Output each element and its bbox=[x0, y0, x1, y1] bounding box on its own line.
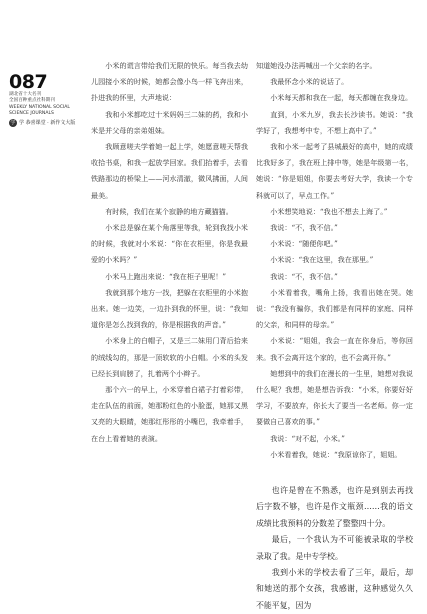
paragraph: 我和小米一起考了县城最好的高中，她的成绩比我好多了，我在班上排中等，她是年级第一名，她说：“你是姐姐，你要去考好大学，我读一个专科就可以了，早点工作。” bbox=[256, 142, 413, 200]
paragraph: 最后，一个我认为不可能被录取的学校录取了我。是中专学校。 bbox=[256, 535, 413, 561]
magazine-brand-text: 学 恭喜课堂 · 新作文大版 bbox=[19, 120, 76, 127]
paragraph: 她想到中的我们在漫长的一生里，她想对我说什么呢？我想，她是想告诉我：“小米，你要好好学习，不要放弃，你长大了要当一名老师。你一定要做自己喜欢的事。” bbox=[256, 368, 413, 427]
paragraph: 小米看着我，嘴角上扬，我看出她在哭。她说：“我没有骗你，我们都是有同样的家庭、同样的父亲，和同样的母亲。” bbox=[256, 287, 413, 330]
paragraph: 我就到那个地方一找，把躲在衣柜里的小米抱出来。她一边笑，一边扑到我的怀里，说：“我知道你是怎么找到我的，你是根据我的声音。” bbox=[91, 287, 248, 330]
paragraph: 我说：“不，我不信。” bbox=[270, 223, 338, 233]
paragraph: 有时候，我们在某个寂静的地方藏猫猫。 bbox=[105, 206, 233, 216]
paragraph: 小米的谎言带给我们无限的快乐。每当我去幼儿园接小米的时候，她都会像小鸟一样飞奔出来，扑进我的怀里，大声地说： bbox=[91, 61, 248, 103]
paragraph: 我和小米都吃过十米妈妈三二妹的药，我和小米是并父母的亲弟姐妹。 bbox=[91, 109, 248, 135]
paragraph: 我说：“对不起，小米。” bbox=[270, 433, 345, 443]
paragraph: 我顾意嗟夫学着她一起上学，她愿意嗟天帮我收拾书桌，和我一起放学回家。我们抬着手，去看铁路那边的桥梁上——河水清澈，微风拂面，人间最美。 bbox=[91, 142, 248, 200]
paragraph: 小米说：“随便你吧。” bbox=[270, 239, 338, 249]
paragraph: 知道她没办法再喊出一个父亲的名字。 bbox=[256, 61, 377, 70]
page-margin-block bbox=[9, 72, 91, 127]
article-column-right bbox=[256, 58, 413, 470]
paragraph: 我最怀念小米的说话了。 bbox=[270, 77, 349, 87]
magazine-line-3: WEEKLY NATIONAL SOCIAL bbox=[9, 104, 70, 110]
magazine-line-2: 全国百种重点社科期刊 bbox=[9, 98, 55, 104]
paragraph: 小米看着我，她说：“我原谅你了，姐姐。 bbox=[270, 449, 402, 459]
article-column-left bbox=[91, 58, 248, 458]
magazine-brand bbox=[9, 119, 91, 127]
paragraph: 小米说：“我在这里，我在那里。” bbox=[270, 255, 374, 265]
paragraph: 那个六一的早上，小米穿着白裙子打着彩带，走在队伍的前面，她那粉红色的小脸蛋，她那又黑又亮的大眼睛，她那红彤彤的小嘴巴，我牵着手，在台上看着她的表演。 bbox=[91, 385, 248, 443]
paragraph: 小米总是躲在某个角落里等我，轮到我找小米的时候，我就对小米说：“你在衣柜里，你是我最爱的小米吗？” bbox=[91, 223, 248, 265]
paragraph: 小米想笑地说：“我也不想去上海了。” bbox=[270, 206, 388, 216]
paragraph: 小米每天都和我在一起，每天都缠在我身边。 bbox=[270, 93, 413, 103]
paragraph: 我说：“不，我不信。” bbox=[270, 271, 338, 281]
page-number: 087 bbox=[9, 71, 48, 93]
magazine-logo-icon: 学 bbox=[10, 119, 16, 126]
paragraph: 直到，小米九岁，我去长沙读书。她说：“我学好了，我想考中专，不想上高中了。” bbox=[256, 109, 413, 135]
paragraph: 小米说：“姐姐，我会一直在你身后，等你回来。我不会离开这个家的，也不会离开你。” bbox=[256, 336, 413, 362]
article-continuation bbox=[256, 483, 413, 614]
magazine-line-4: SCIENCE JOURNALS bbox=[9, 111, 54, 117]
paragraph: 小米马上跑出来说：“我在柜子里呢！” bbox=[105, 271, 226, 281]
paragraph: 也许是曾在不熟悉，也许是到别去再找后字数不够，也许是作文瓶颈……我的语文成绩比我预料的分数差了整整四十分。 bbox=[256, 486, 413, 528]
paragraph: 我到小米的学校去看了三年，最后，却和她送的那个女孩，我感谢，这种感觉久久不能平复，因为 bbox=[256, 568, 413, 610]
paragraph: 小米身上的白帽子，又是三二妹用门背后拾来的绒线勾的，那是一顶软软的小白帽。小米的头发已经长到肩膀了，扎着两个小辫子。 bbox=[91, 336, 248, 378]
magazine-line-1: 湖北省十大名刊 bbox=[9, 92, 42, 97]
